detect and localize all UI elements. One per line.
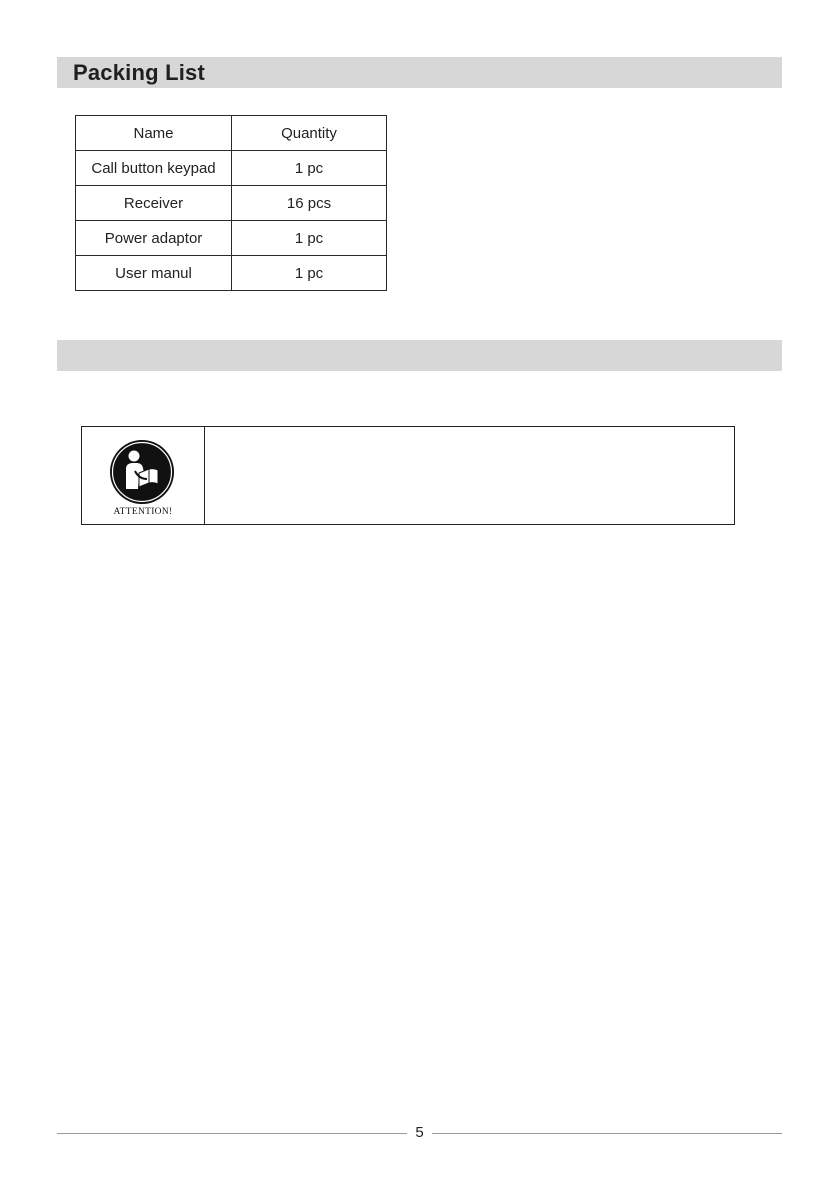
column-header-name: Name bbox=[76, 116, 232, 151]
attention-notice bbox=[81, 426, 735, 525]
item-name: Power adaptor bbox=[76, 221, 232, 256]
attention-label: ATTENTION! bbox=[113, 507, 173, 517]
table-row bbox=[76, 186, 387, 221]
attention-icon-cell bbox=[82, 427, 205, 524]
footer-divider-left bbox=[57, 1133, 407, 1134]
table-row bbox=[76, 221, 387, 256]
packing-list-table bbox=[75, 115, 387, 291]
item-quantity: 1 pc bbox=[232, 221, 387, 256]
table-row bbox=[76, 256, 387, 291]
column-header-quantity: Quantity bbox=[232, 116, 387, 151]
item-quantity: 1 pc bbox=[232, 256, 387, 291]
item-quantity: 16 pcs bbox=[232, 186, 387, 221]
read-manual-icon bbox=[109, 439, 175, 505]
item-quantity: 1 pc bbox=[232, 151, 387, 186]
item-name: Receiver bbox=[76, 186, 232, 221]
item-name: Call button keypad bbox=[76, 151, 232, 186]
table-header-row bbox=[76, 116, 387, 151]
packing-list-header bbox=[57, 57, 782, 88]
footer-divider-right bbox=[432, 1133, 782, 1134]
item-name: User manul bbox=[76, 256, 232, 291]
table-row bbox=[76, 151, 387, 186]
page-number: 5 bbox=[415, 1124, 424, 1141]
attention-text bbox=[205, 427, 734, 524]
packing-list-title: Packing List bbox=[73, 60, 205, 85]
second-section-header bbox=[57, 340, 782, 371]
